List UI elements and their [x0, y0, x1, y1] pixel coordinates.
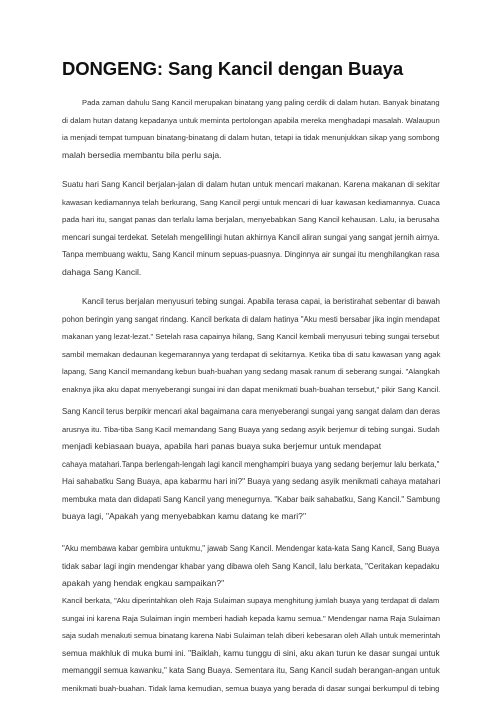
text-line: ia menjadi tempat tumpuan binatang-binatang di dalam hutan, tetapi ia tidak menunjukkan sikap yang sombong: [62, 133, 440, 142]
text-line: memanggil semua kawanku," kata Sang Buaya. Sementara itu, Sang Kancil sudah berangan-angan untuk: [62, 666, 440, 675]
document-title: DONGENG: Sang Kancil dengan Buaya: [62, 58, 404, 79]
paragraph-4: [62, 403, 442, 526]
text-line: buaya lagi, "Apakah yang menyebabkan kamu datang ke mari?": [62, 511, 307, 521]
text-line: sungai ini karena Raja Sulaiman ingin memberi hadiah kepada kamu semua." Mendengar nama Raja Sulaiman: [62, 613, 441, 623]
text-line: arusnya itu. Tiba-tiba Sang Kacil memandang Sang Buaya yang sedang asyik berjemur di tebing sungai. Sudah: [62, 424, 440, 434]
text-line: saja sudah menakuti semua binatang karena Nabi Sulaiman telah diberi kebesaran oleh Allah untuk memerintah: [62, 631, 441, 640]
text-line: Suatu hari Sang Kancil berjalan-jalan di dalam hutan untuk mencari makanan. Karena makanan di sekitar: [62, 180, 440, 189]
text-line: menikmati buah-buahan. Tidak lama kemudian, semua buaya yang berada di dasar sungai berkumpul di tebing: [62, 683, 440, 693]
paragraph-6: [62, 592, 442, 697]
text-line: malah bersedia membantu bila perlu saja.: [62, 149, 222, 160]
paragraph-1: [62, 94, 442, 164]
text-line: semua makhluk di muka bumi ini. "Baiklah, kamu tunggu di sini, aku akan turun ke dasar sungai untuk: [62, 647, 440, 658]
paragraph-3: [62, 293, 442, 398]
text-line: makanan yang lezat-lezat." Setelah rasa capainya hilang, Sang Kancil kembali menyusuri tebing sungai tersebut: [62, 332, 440, 341]
text-line: Kancil terus berjalan menyusuri tebing sungai. Apabila terasa capai, ia beristirahat sebentar di bawah: [82, 297, 440, 306]
text-line: pada hari itu, sangat panas dan terlalu lama berjalan, menyebabkan Sang Kancil kehausan. Lalu, ia berusaha: [62, 215, 440, 224]
text-line: apakah yang hendak engkau sampaikan?": [62, 578, 225, 588]
text-line: mencari sungai terdekat. Setelah mengelilingi hutan akhirnya Kancil aliran sungai yang sangat jernih airnya.: [62, 232, 440, 242]
text-line: Kancil berkata, "Aku diperintahkan oleh Raja Sulaiman supaya menghitung jumlah buaya yang terdapat di dalam: [62, 596, 440, 605]
text-line: di dalam hutan datang kepadanya untuk meminta pertolongan apabila mereka menghadapi masalah. Walaupun: [62, 115, 440, 125]
text-line: Pada zaman dahulu Sang Kancil merupakan binatang yang paling cerdik di dalam hutan. Banyak binatang: [82, 98, 440, 107]
text-line: kawasan kediamannya telah berkurang, Sang Kancil pergi untuk mencari di luar kawasan kediamannya. Cuaca: [62, 197, 440, 207]
paragraph-2: [62, 176, 442, 281]
text-line: membuka mata dan didapati Sang Kancil yang menegurnya. "Kabar baik sahabatku, Sang Kancil." Sambung: [62, 494, 440, 504]
paragraph-5: [62, 540, 442, 593]
text-line: Sang Kancil terus berpikir mencari akal bagaimana cara menyeberangi sungai yang sangat dalam dan deras: [62, 407, 440, 416]
text-line: enaknya jika aku dapat menyeberangi sungai ini dan dapat menikmati buah-buahan tersebut," pikir Sang Kancil.: [62, 384, 441, 394]
text-line: Hai sahabatku Sang Buaya, apa kabarmu hari ini?" Buaya yang sedang asyik menikmati cahaya matahari: [62, 477, 441, 486]
text-line: Tanpa membuang waktu, Sang Kancil minum sepuas-puasnya. Dinginnya air sungai itu menghilangkan rasa: [62, 250, 440, 259]
text-line: menjadi kebiasaan buaya, apabila hari panas buaya suka berjemur untuk mendapat: [62, 441, 382, 451]
text-line: pohon beringin yang sangat rindang. Kancil berkata di dalam hatinya "Aku mesti bersabar jika ingin mendapat: [62, 314, 440, 324]
text-line: lapang, Sang Kancil memandang kebun buah-buahan yang sedang masak ranum di seberang sungai. "Alangkah: [62, 367, 440, 376]
text-line: tidak sabar lagi ingin mendengar khabar yang dibawa oleh Sang Kancil, lalu berkata, "Ceritakan kepadaku: [62, 561, 440, 571]
text-line: sambil memakan dedaunan kegemarannya yang terdapat di sekitarnya. Ketika tiba di satu kawasan yang agak: [62, 349, 441, 359]
text-line: dahaga Sang Kancil.: [62, 266, 142, 277]
text-line: cahaya matahari.Tanpa berlengah-lengah lagi kancil menghampiri buaya yang sedang berjemur lalu berkata,": [62, 459, 440, 469]
text-line: "Aku membawa kabar gembira untukmu," jawab Sang Kancil. Mendengar kata-kata Sang Kancil, Sang Buaya: [62, 544, 440, 553]
